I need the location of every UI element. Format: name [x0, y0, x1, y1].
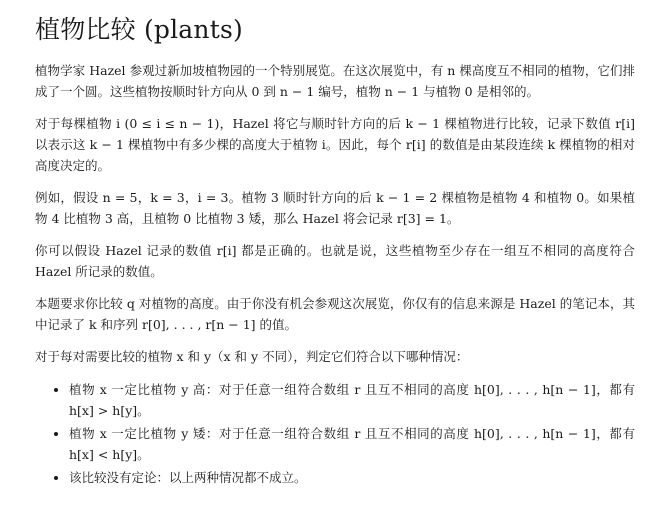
paragraph-example: 例如，假设 n = 5，k = 3，i = 3。植物 3 顺时针方向的后 k − 1 = 2 棵植物是植物 4 和植物 0。如果植物 4 比植物 3 高，且植物 0 比植物 3 矮，那么 Hazel 将会记录 r[3] = 1。 [35, 190, 635, 226]
list-item: • 植物 x 一定比植物 y 矮：对于任意一组符合数组 r 且互不相同的高度 h[0], . . . , h[n − 1]，都有 h[x] < h[y]。 [69, 423, 635, 465]
page-title: 植物比较 (plants) [35, 15, 243, 44]
paragraph-query: 对于每对需要比较的植物 x 和 y（x 和 y 不同），判定它们符合以下哪种情况： [35, 349, 469, 364]
paragraph-assumption: 你可以假设 Hazel 记录的数值 r[i] 都是正确的。也就是说，这些植物至少存在一组互不相同的高度符合 Hazel 所记录的数值。 [35, 243, 635, 279]
paragraph-task: 本题要求你比较 q 对植物的高度。由于你没有机会参观这次展览，你仅有的信息来源是 Hazel 的笔记本，其中记录了 k 和序列 r[0], . . . , r[n − 1] 的值。 [35, 296, 635, 332]
paragraph-record-definition: 对于每棵植物 i (0 ≤ i ≤ n − 1)，Hazel 将它与顺时针方向的后 k − 1 棵植物进行比较，记录下数值 r[i] 以表示这 k − 1 棵植物中有多少棵的高度大于植物 i。因此，每个 r[i] 的数值是由某段连续 k 棵植物的相对高度决定的。 [35, 116, 635, 173]
cases-list [35, 379, 635, 488]
list-item: • 植物 x 一定比植物 y 高：对于任意一组符合数组 r 且互不相同的高度 h[0], . . . , h[n − 1]，都有 h[x] > h[y]。 [69, 379, 635, 421]
list-item: • 该比较没有定论：以上两种情况都不成立。 [69, 467, 635, 488]
paragraph-intro: 植物学家 Hazel 参观过新加坡植物园的一个特别展览。在这次展览中，有 n 棵高度互不相同的植物，它们排成了一个圆。这些植物按顺时针方向从 0 到 n − 1 编号，植物 n − 1 与植物 0 是相邻的。 [35, 63, 635, 99]
